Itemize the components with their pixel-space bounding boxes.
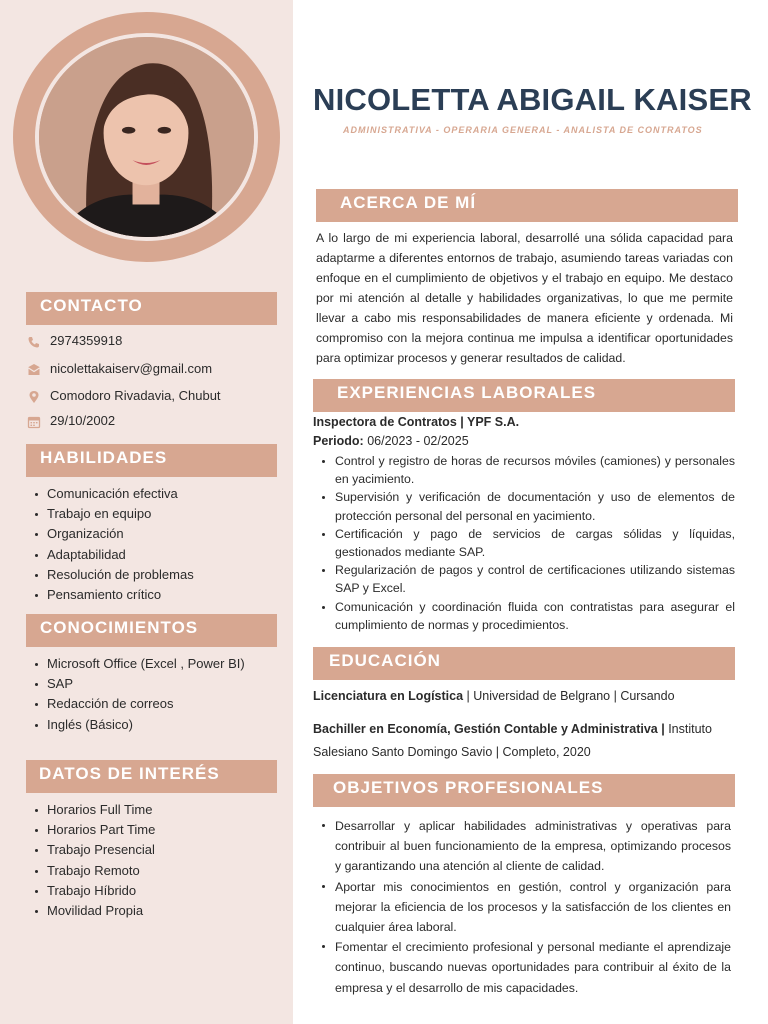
experience-header: EXPERIENCIAS LABORALES <box>313 379 735 412</box>
knowledge-header: CONOCIMIENTOS <box>26 614 277 647</box>
interest-item: Movilidad Propia <box>30 901 155 921</box>
experience-item: Regularización de pagos y control de certificaciones utilizando sistemas SAP y Excel. <box>313 561 735 597</box>
knowledge-item: Microsoft Office (Excel , Power BI) <box>30 654 245 674</box>
experience-list <box>313 452 735 634</box>
contact-phone <box>27 333 277 353</box>
contact-location <box>27 388 277 408</box>
interest-item: Horarios Full Time <box>30 800 155 820</box>
education-entry <box>313 685 738 708</box>
interests-header: DATOS DE INTERÉS <box>26 760 277 793</box>
knowledge-list <box>30 654 245 735</box>
location-pin-icon <box>27 390 41 404</box>
job-title: Inspectora de Contratos | YPF S.A. <box>313 415 520 429</box>
calendar-icon <box>27 415 41 429</box>
objective-item: Aportar mis conocimientos en gestión, control y organización para mejorar la eficiencia de los procesos y la satisfacción de los clientes en cualquier área laboral. <box>313 877 731 938</box>
about-text: A lo largo de mi experiencia laboral, desarrollé una sólida capacidad para adaptarme a diferentes entornos de trabajo, asumiendo tareas variadas con enfoque en el cumplimiento de objetivos y el trabajo en equipo. Me destaco por mi atención al detalle y habilidades organizativas, lo que me permite llevar a cabo mis responsabilidades de manera eficiente y ordenada. Mi compromiso con la mejora continua me impulsa a identificar oportunidades para optimizar procesos y generar resultados de calidad. <box>316 231 733 365</box>
knowledge-item: SAP <box>30 674 245 694</box>
interest-item: Trabajo Presencial <box>30 840 155 860</box>
candidate-name: NICOLETTA ABIGAIL KAISER <box>313 82 752 117</box>
interests-list <box>30 800 155 921</box>
skill-item: Organización <box>30 524 194 544</box>
skill-item: Resolución de problemas <box>30 565 194 585</box>
period-value: 06/2023 - 02/2025 <box>367 434 469 448</box>
job-period <box>313 434 469 448</box>
education-detail: Instituto Salesiano Santo Domingo Savio | Completo, 2020 <box>313 722 712 759</box>
experience-item: Control y registro de horas de recursos móviles (camiones) y personales en yacimiento. <box>313 452 735 488</box>
interest-item: Horarios Part Time <box>30 820 155 840</box>
location-text: Comodoro Rivadavia, Chubut <box>50 388 221 403</box>
profile-photo-frame <box>13 12 280 262</box>
skill-item: Pensamiento crítico <box>30 585 194 605</box>
contact-birthdate <box>27 413 277 433</box>
education-header: EDUCACIÓN <box>313 647 735 680</box>
objective-item: Fomentar el crecimiento profesional y personal mediante el aprendizaje continuo, buscando nuevas oportunidades para contribuir al éxito de la empresa y el desarrollo de mis capacidades. <box>313 937 731 998</box>
objectives-header: OBJETIVOS PROFESIONALES <box>313 774 735 807</box>
phone-icon <box>27 335 41 349</box>
phone-text: 2974359918 <box>50 333 123 348</box>
birthdate-text: 29/10/2002 <box>50 413 116 428</box>
education-entry <box>313 718 738 764</box>
skills-header: HABILIDADES <box>26 444 277 477</box>
avatar-illustration <box>39 37 254 237</box>
sidebar <box>0 0 293 1024</box>
knowledge-item: Redacción de correos <box>30 694 245 714</box>
education-degree: Licenciatura en Logística <box>313 689 464 703</box>
experience-item: Supervisión y verificación de documentación y uso de elementos de protección personal del personal en yacimiento. <box>313 488 735 524</box>
objective-item: Desarrollar y aplicar habilidades administrativas y operativas para contribuir al buen funcionamiento de la empresa, optimizando procesos y garantizando una atención al cliente de calidad. <box>313 816 731 877</box>
about-header: ACERCA DE MÍ <box>316 189 738 222</box>
experience-item: Certificación y pago de servicios de cargas sólidas y líquidas, gestionados mediante SAP. <box>313 525 735 561</box>
interest-item: Trabajo Híbrido <box>30 881 155 901</box>
skill-item: Comunicación efectiva <box>30 484 194 504</box>
contact-header: CONTACTO <box>26 292 277 325</box>
contact-email <box>27 361 277 381</box>
education-degree: Bachiller en Economía, Gestión Contable y Administrativa | <box>313 722 665 736</box>
skills-list <box>30 484 194 605</box>
skill-item: Adaptabilidad <box>30 545 194 565</box>
education-detail: | Universidad de Belgrano | Cursando <box>463 689 675 703</box>
experience-item: Comunicación y coordinación fluida con contratistas para asegurar el cumplimiento de normas y procedimientos. <box>313 598 735 634</box>
email-text: nicolettakaiserv@gmail.com <box>50 361 213 376</box>
knowledge-item: Inglés (Básico) <box>30 715 245 735</box>
objectives-list <box>313 816 731 998</box>
candidate-subtitle: ADMINISTRATIVA - OPERARIA GENERAL - ANALISTA DE CONTRATOS <box>343 125 703 135</box>
profile-photo <box>35 33 258 241</box>
skill-item: Trabajo en equipo <box>30 504 194 524</box>
period-label: Periodo: <box>313 434 364 448</box>
interest-item: Trabajo Remoto <box>30 861 155 881</box>
email-icon <box>27 363 41 377</box>
